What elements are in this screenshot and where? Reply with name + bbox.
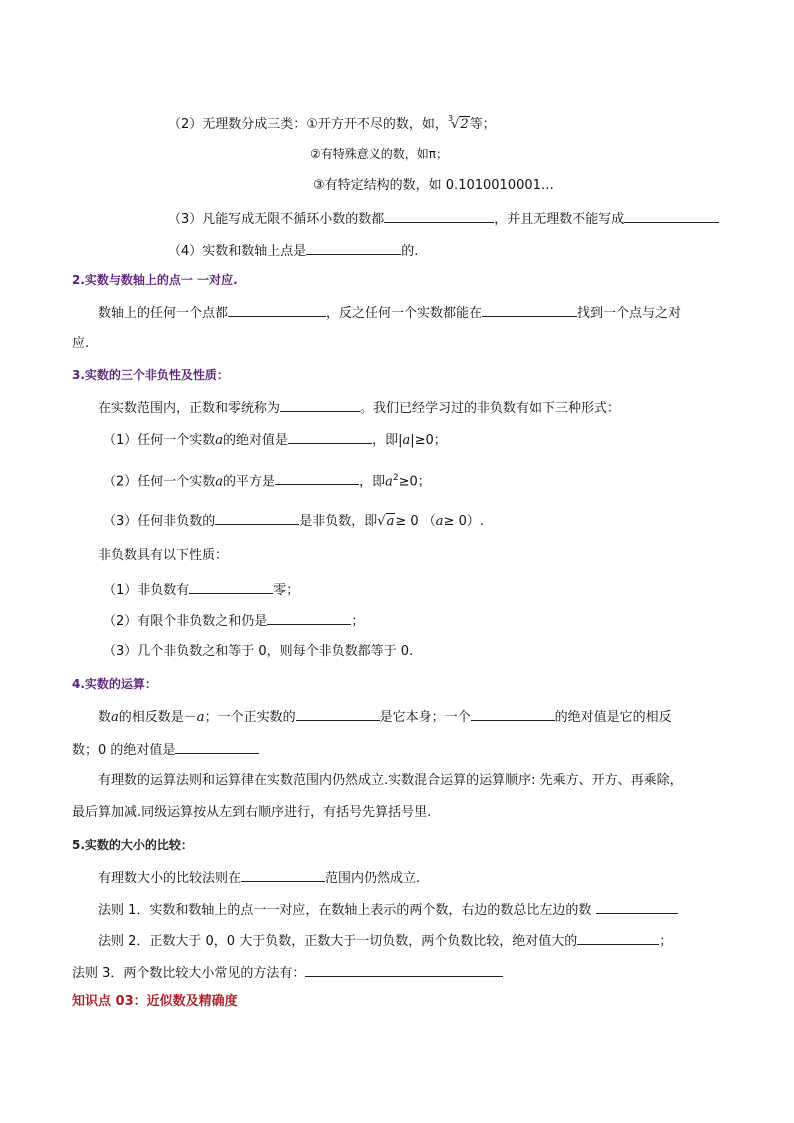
nonneg-form-3: （3）任何非负数的 是非负数，即√a≥ 0 （a≥ 0）. bbox=[103, 511, 484, 531]
section-4-line-2: 数；0 的绝对值是 bbox=[72, 740, 259, 760]
fill-blank[interactable] bbox=[228, 303, 326, 317]
real-number-axis-line: （4）实数和数轴上点是 的. bbox=[168, 241, 418, 261]
irrational-classes-line: （2）无理数分成三类：①开方开不尽的数，如，$^3$√2等； bbox=[168, 110, 496, 134]
fill-blank[interactable] bbox=[471, 707, 555, 721]
fill-blank[interactable] bbox=[189, 580, 273, 594]
fill-blank[interactable] bbox=[306, 241, 401, 255]
irrational-class-3: ③有特定结构的数，如 0.1010010001… bbox=[313, 178, 554, 193]
nonneg-property-3: （3）几个非负数之和等于 0，则每个非负数都等于 0. bbox=[103, 644, 414, 659]
fill-blank[interactable] bbox=[275, 471, 359, 485]
section-4-line-4: 最后算加减.同级运算按从左到右顺序进行，有括号先算括号里. bbox=[72, 805, 432, 820]
irrational-class-2: ②有特殊意义的数，如π； bbox=[310, 147, 448, 161]
section-4-line-1: 数a的相反数是－a；一个正实数的 是它本身；一个 的绝对值是它的相反 bbox=[98, 707, 672, 727]
square-root-expression: √a bbox=[377, 514, 395, 529]
section-5-line-1: 有理数大小的比较法则在 范围内仍然成立. bbox=[98, 868, 420, 888]
nonneg-property-1: （1）非负数有 零； bbox=[103, 580, 299, 600]
section-3-intro: 在实数范围内，正数和零统称为 。我们已经学习过的非负数有如下三种形式： bbox=[98, 398, 620, 418]
fill-blank[interactable] bbox=[624, 209, 719, 223]
fill-blank[interactable] bbox=[267, 611, 351, 625]
nonneg-property-2: （2）有限个非负数之和仍是 ； bbox=[103, 611, 364, 631]
comparison-rule-1: 法则 1．实数和数轴上的点一一对应，在数轴上表示的两个数，右边的数总比左边的数 bbox=[98, 900, 678, 920]
fill-blank[interactable] bbox=[175, 740, 259, 754]
section-5-title: 5.实数的大小的比较： bbox=[72, 838, 193, 852]
section-3-title: 3.实数的三个非负性及性质： bbox=[72, 368, 229, 382]
fill-blank[interactable] bbox=[384, 209, 494, 223]
section-2-paragraph: 数轴上的任何一个点都 ，反之任何一个实数都能在 找到一个点与之对 bbox=[98, 303, 681, 323]
section-2-paragraph-end: 应. bbox=[72, 336, 90, 351]
comparison-rule-2: 法则 2．正数大于 0，0 大于负数，正数大于一切负数，两个负数比较，绝对值大的 ； bbox=[98, 931, 672, 951]
fill-blank[interactable] bbox=[241, 868, 325, 882]
fill-blank[interactable] bbox=[577, 931, 659, 945]
nonneg-form-2: （2）任何一个实数a的平方是 ，即$a^2\ge 0$； bbox=[103, 473, 431, 490]
fill-blank[interactable] bbox=[305, 963, 503, 977]
fill-blank[interactable] bbox=[288, 430, 372, 444]
infinite-decimal-line: （3）凡能写成无限不循环小数的数都 ，并且无理数不能写成 bbox=[168, 209, 719, 229]
fill-blank[interactable] bbox=[215, 511, 299, 525]
nonneg-properties-title: 非负数具有以下性质： bbox=[98, 548, 229, 563]
section-4-title: 4.实数的运算： bbox=[72, 677, 157, 691]
section-2-title: 2.实数与数轴上的点一 一对应. bbox=[72, 273, 238, 287]
cube-root-expression: $^3$√2 bbox=[447, 114, 469, 132]
fill-blank[interactable] bbox=[280, 398, 360, 412]
fill-blank[interactable] bbox=[296, 707, 380, 721]
comparison-rule-3: 法则 3．两个数比较大小常见的方法有： bbox=[72, 963, 503, 983]
nonneg-form-1: （1）任何一个实数a的绝对值是 ，即|a|≥0； bbox=[103, 430, 447, 450]
section-4-line-3: 有理数的运算法则和运算律在实数范围内仍然成立.实数混合运算的运算顺序: 先乘方、开方、再乘除， bbox=[98, 773, 683, 788]
fill-blank[interactable] bbox=[596, 900, 678, 914]
knowledge-point-3-title: 知识点 03：近似数及精确度 bbox=[72, 994, 238, 1009]
fill-blank[interactable] bbox=[482, 303, 577, 317]
